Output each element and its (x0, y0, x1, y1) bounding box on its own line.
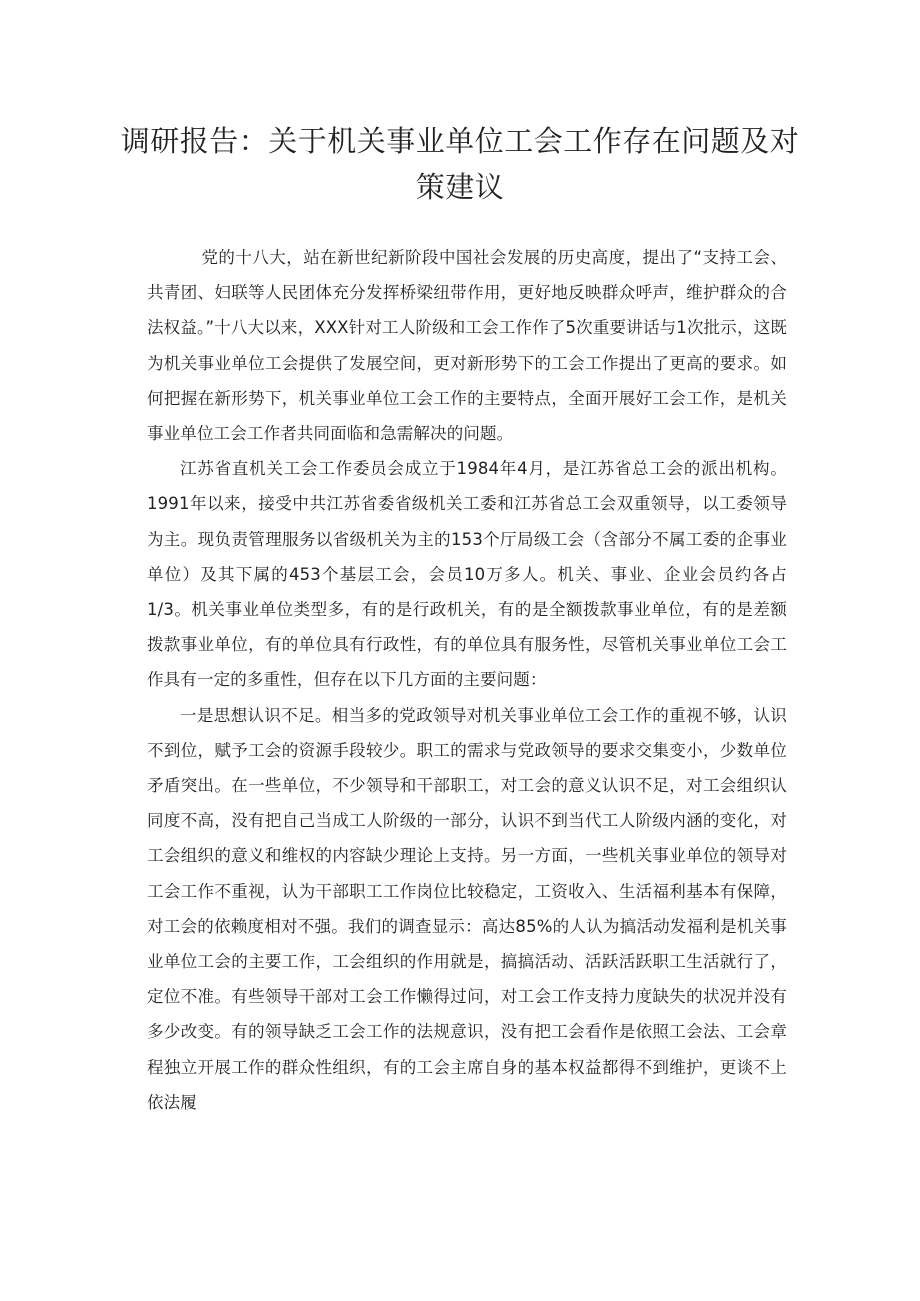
paragraph-background: 江苏省直机关工会工作委员会成立于1984年4月，是江苏省总工会的派出机构。1991年以来，接受中共江苏省委省级机关工委和江苏省总工会双重领导，以工委领导为主。现负责管理服务以省级机关为主的153个厅局级工会（含部分不属工委的企事业单位）及其下属的453个基层工会，会员10万多人。机关、事业、企业会员约各占1/3。机关事业单位类型多，有的是行政机关，有的是全额拨款事业单位，有的是差额拨款事业单位，有的单位具有行政性，有的单位具有服务性，尽管机关事业单位工会工作具有一定的多重性，但存在以下几方面的主要问题： (147, 459, 787, 690)
document-body (147, 240, 787, 1120)
document-title (120, 118, 800, 210)
paragraph-intro: 党的十八大，站在新世纪新阶段中国社会发展的历史高度，提出了“支持工会、共青团、妇联等人民团体充分发挥桥梁纽带作用，更好地反映群众呼声，维护群众的合法权益。”十八大以来，XXX针对工人阶级和工会工作作了5次重要讲话与1次批示，这既为机关事业单位工会提供了发展空间，更对新形势下的工会工作提出了更高的要求。如何把握在新形势下，机关事业单位工会工作的主要特点，全面开展好工会工作，是机关事业单位工会工作者共同面临和急需解决的问题。 (147, 248, 787, 444)
document-title-line-1: 调研报告：关于机关事业单位工会工作存在问题及对 (120, 124, 800, 158)
document-title-line-2: 策建议 (415, 170, 505, 204)
paragraph-problem-one: 一是思想认识不足。相当多的党政领导对机关事业单位工会工作的重视不够，认识不到位，赋予工会的资源手段较少。职工的需求与党政领导的要求交集变小，少数单位矛盾突出。在一些单位，不少领导和干部职工，对工会的意义认识不足，对工会组织认同度不高，没有把自己当成工人阶级的一部分，认识不到当代工人阶级内涵的变化，对工会组织的意义和维权的内容缺少理论上支持。另一方面，一些机关事业单位的领导对工会工作不重视，认为干部职工工作岗位比较稳定，工资收入、生活福利基本有保障，对工会的依赖度相对不强。我们的调查显示：高达85%的人认为搞活动发福利是机关事业单位工会的主要工作，工会组织的作用就是，搞搞活动、活跃活跃职工生活就行了，定位不准。有些领导干部对工会工作懒得过问，对工会工作支持力度缺失的状况并没有多少改变。有的领导缺乏工会工作的法规意识，没有把工会看作是依照工会法、工会章程独立开展工作的群众性组织，有的工会主席自身的基本权益都得不到维护，更谈不上依法履 (147, 705, 787, 1112)
